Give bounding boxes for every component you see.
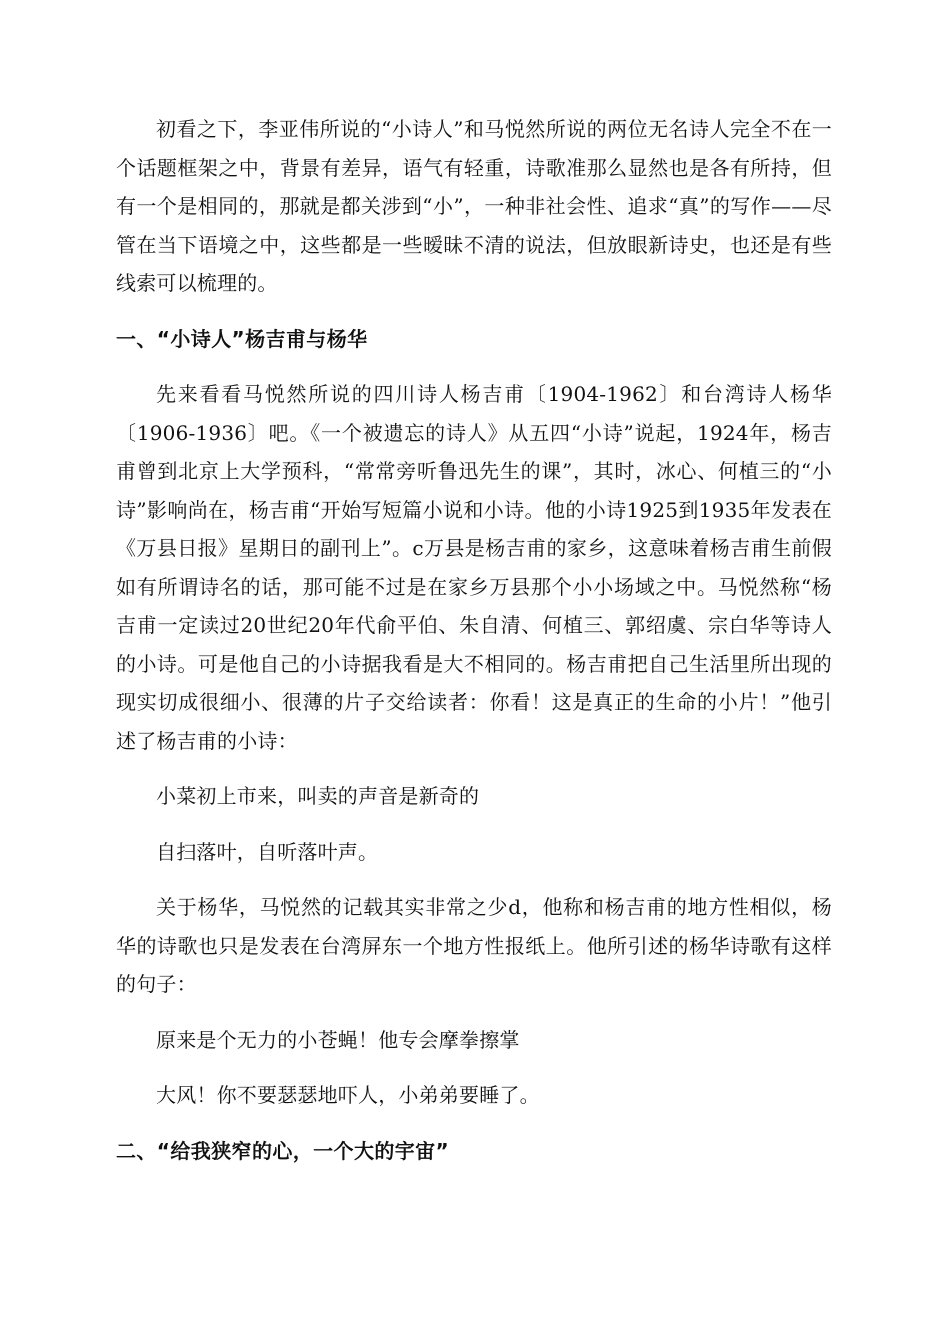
paragraph-yang-hua: 关于杨华，马悦然的记载其实非常之少d，他称和杨吉甫的地方性相似，杨华的诗歌也只是发表在台湾屏东一个地方性报纸上。他所引述的杨华诗歌有这样的句子： bbox=[116, 895, 832, 996]
poem-line: 大风！你不要瑟瑟地吓人，小弟弟要睡了。 bbox=[156, 1083, 540, 1107]
section-heading-1: 一、“小诗人”杨吉甫与杨华 bbox=[116, 326, 368, 351]
section-heading-2: 二、“给我狭窄的心，一个大的宇宙” bbox=[116, 1138, 450, 1163]
poem-line: 自扫落叶，自听落叶声。 bbox=[156, 839, 379, 864]
poem-line: 原来是个无力的小苍蝇！他专会摩拳擦掌 bbox=[156, 1027, 520, 1052]
document-page bbox=[116, 110, 832, 1187]
paragraph-yang-jifu: 先来看看马悦然所说的四川诗人杨吉甫〔1904-1962〕和台湾诗人杨华〔1906-1936〕吧。《一个被遗忘的诗人》从五四“小诗”说起，1924年，杨吉甫曾到北京上大学预科，“常常旁听鲁迅先生的课”，其时，冰心、何植三的“小诗”影响尚在，杨吉甫“开始写短篇小说和小诗。他的小诗1925到1935年发表在《万县日报》星期日的副刊上”。c万县是杨吉甫的家乡，这意味着杨吉甫生前假如有所谓诗名的话，那可能不过是在家乡万县那个小小场域之中。马悦然称“杨吉甫一定读过20世纪20年代俞平伯、朱自清、何植三、郭绍虞、宗白华等诗人的小诗。可是他自己的小诗据我看是大不相同的。杨吉甫把自己生活里所出现的现实切成很细小、很薄的片子交给读者：你看！这是真正的生命的小片！”他引述了杨吉甫的小诗： bbox=[116, 382, 832, 753]
paragraph-intro: 初看之下，李亚伟所说的“小诗人”和马悦然所说的两位无名诗人完全不在一个话题框架之中，背景有差异，语气有轻重，诗歌准那么显然也是各有所持，但有一个是相同的，那就是都关涉到“小”，一种非社会性、追求“真”的写作——尽管在当下语境之中，这些都是一些暧昧不清的说法，但放眼新诗史，也还是有些线索可以梳理的。 bbox=[116, 117, 832, 295]
poem-line: 小菜初上市来，叫卖的声音是新奇的 bbox=[156, 784, 480, 808]
